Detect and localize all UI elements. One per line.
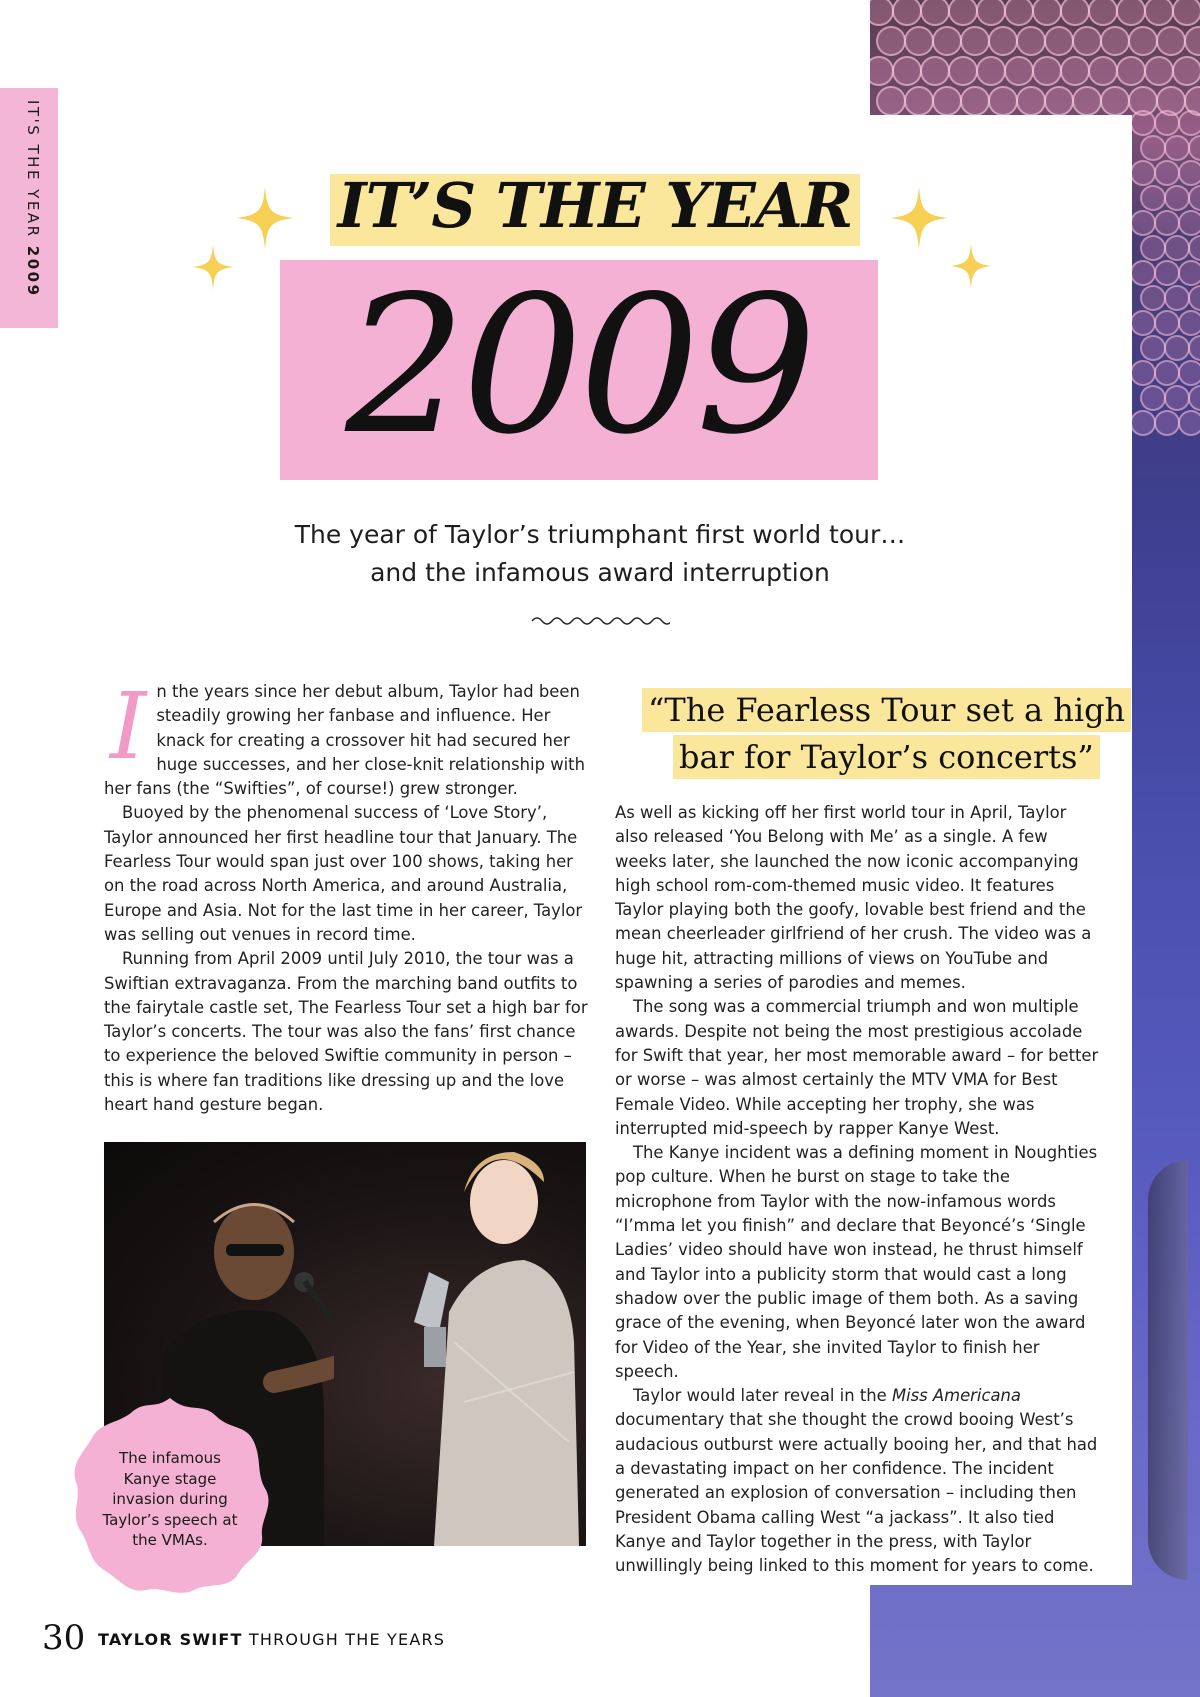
bokeh-light (1140, 235, 1166, 261)
bokeh-light (1140, 385, 1166, 411)
paragraph: Running from April 2009 until July 2010, the tour was a Swiftian extravaganza. From the marching band outfits to the fairytale castle set, The Fearless Tour set a high bar for Taylor’s concerts. The tour was also the fans’ first chance to experience the beloved Swiftie community in person – this is where fan traditions like dressing up and the love heart hand gesture began. (104, 949, 588, 1115)
text-line: knack for creating a crossover hit had secured her (156, 730, 570, 750)
bokeh-light (1164, 285, 1190, 311)
text-line: her fans (the “Swifties”, of course!) grew stronger. (104, 779, 518, 799)
bokeh-light (1154, 360, 1180, 386)
bokeh-light (1116, 56, 1146, 86)
footer-title-rest: THROUGH THE YEARS (248, 1630, 446, 1649)
bokeh-light (1144, 56, 1174, 86)
microphone-shape (1148, 1160, 1188, 1580)
bokeh-light (1178, 210, 1200, 236)
bokeh-light (1178, 360, 1200, 386)
bokeh-light (1100, 26, 1130, 56)
bokeh-light (1164, 335, 1190, 361)
bokeh-light (1156, 26, 1186, 56)
bokeh-light (920, 56, 950, 86)
bokeh-light (1140, 185, 1166, 211)
bokeh-light (1178, 160, 1200, 186)
side-tab-label (12, 100, 42, 316)
bokeh-light (892, 56, 922, 86)
bokeh-light (1188, 285, 1200, 311)
bokeh-light (876, 26, 906, 56)
bokeh-light (1188, 185, 1200, 211)
page-number: 30 (42, 1618, 86, 1658)
paragraph: As well as kicking off her first world tour in April, Taylor also released ‘You Belong with Me’ as a single. A few weeks later, she launched the now iconic accompanying high school rom-com-themed music video. It features Taylor playing both the goofy, lovable best friend and the mean cheerleader girlfriend of her crush. The video was a huge hit, attracting millions of views on YouTube and spawning a series of parodies and memes. (615, 803, 1092, 993)
sparkle-icon (236, 186, 294, 250)
bokeh-light (1154, 260, 1180, 286)
photo-caption: The infamous Kanye stage invasion during Taylor’s speech at the VMAs. (102, 1449, 238, 1549)
bokeh-light (1188, 235, 1200, 261)
paragraph: Buoyed by the phenomenal success of ‘Love Story’, Taylor announced her first headline tour that January. The Fearless Tour would span just over 100 shows, taking her on the road across North America, and around Australia, Europe and Asia. Not for the last time in her career, Taylor was selling out venues in record time. (104, 803, 583, 944)
bokeh-light (1184, 26, 1200, 56)
bokeh-light (948, 56, 978, 86)
paragraph (104, 673, 588, 801)
bokeh-light (1130, 210, 1156, 236)
bokeh-light (1116, 0, 1146, 26)
bokeh-light (904, 86, 934, 116)
bokeh-light (1004, 0, 1034, 26)
bokeh-light (1130, 410, 1156, 436)
bokeh-light (1072, 26, 1102, 56)
bokeh-light (1154, 410, 1180, 436)
squiggle-divider (530, 614, 670, 628)
bokeh-light (1060, 56, 1090, 86)
standfirst (250, 516, 950, 592)
standfirst-line-1: The year of Taylor’s triumphant first world tour… (294, 520, 906, 549)
bokeh-light (1016, 86, 1046, 116)
bokeh-light (1154, 210, 1180, 236)
bokeh-light (892, 0, 922, 26)
bokeh-light (1130, 360, 1156, 386)
bokeh-light (1178, 410, 1200, 436)
bokeh-light (1128, 26, 1158, 56)
side-tab-year: 2009 (24, 245, 42, 298)
bokeh-light (1140, 335, 1166, 361)
bokeh-light (1188, 335, 1200, 361)
bokeh-light (1032, 0, 1062, 26)
bokeh-light (1164, 135, 1190, 161)
bokeh-light (1060, 0, 1090, 26)
side-tab-prefix: IT'S THE YEAR (24, 100, 42, 239)
bokeh-light (1144, 0, 1174, 26)
bokeh-light (1016, 26, 1046, 56)
text-line: n the years since her debut album, Taylor had been (156, 682, 580, 701)
bokeh-light (1130, 260, 1156, 286)
bokeh-light (960, 86, 990, 116)
bokeh-light (1130, 110, 1156, 136)
bokeh-light (1188, 135, 1200, 161)
bokeh-light (1044, 86, 1074, 116)
pull-quote-line-1: “The Fearless Tour set a high (642, 688, 1131, 732)
bokeh-light (1154, 160, 1180, 186)
bokeh-light (1088, 56, 1118, 86)
headline-kicker: IT’S THE YEAR (337, 169, 853, 242)
text-line: huge successes, and her close-knit relationship with (156, 754, 585, 774)
bokeh-light (1178, 110, 1200, 136)
bokeh-light (988, 86, 1018, 116)
film-title: Miss Americana (891, 1386, 1021, 1406)
bokeh-light (920, 0, 950, 26)
bokeh-light (876, 86, 906, 116)
sparkle-icon (192, 244, 234, 290)
bokeh-light (976, 0, 1006, 26)
bokeh-light (1178, 310, 1200, 336)
bokeh-light (1188, 385, 1200, 411)
text-run: Taylor would later reveal in the (633, 1386, 892, 1406)
bokeh-light (1088, 0, 1118, 26)
sparkle-icon (890, 186, 948, 250)
bokeh-light (960, 26, 990, 56)
bokeh-light (1130, 310, 1156, 336)
bokeh-light (988, 26, 1018, 56)
bokeh-light (932, 26, 962, 56)
white-area-top (0, 0, 870, 115)
bokeh-light (904, 26, 934, 56)
bokeh-light (870, 0, 894, 26)
headline-year: 2009 (345, 255, 813, 476)
footer-title-bold: TAYLOR SWIFT (98, 1630, 243, 1649)
bokeh-light (1172, 56, 1200, 86)
bokeh-light (1072, 86, 1102, 116)
bokeh-light (1032, 56, 1062, 86)
bokeh-lights-top (870, 0, 1200, 120)
bokeh-light (1100, 86, 1130, 116)
bokeh-light (1178, 260, 1200, 286)
bokeh-lights-right (1130, 110, 1200, 440)
bokeh-light (1154, 310, 1180, 336)
text-run: documentary that she thought the crowd booing West’s audacious outburst were actually booing her, and that had a devastating impact on her confidence. The incident generated an explosion of conversation – including then President Obama calling West “a jackass”. It also tied Kanye and Taylor together in the press, with Taylor unwillingly being linked to this moment for years to come. (615, 1410, 1098, 1576)
bokeh-light (870, 56, 894, 86)
standfirst-line-2: and the infamous award interruption (370, 558, 830, 587)
running-footer (98, 1628, 445, 1652)
paragraph (615, 1384, 1100, 1578)
drop-cap: I (110, 673, 147, 780)
article-right-column (615, 801, 1100, 1579)
paragraph: The song was a commercial triumph and won multiple awards. Despite not being the most prestigious accolade for Swift that year, her most memorable award – for better or worse – was almost certainly the MTV VMA for Best Female Video. While accepting her trophy, she was interrupted mid-speech by rapper Kanye West. (615, 997, 1099, 1138)
bokeh-light (1140, 285, 1166, 311)
bokeh-light (1004, 56, 1034, 86)
bokeh-light (1172, 0, 1200, 26)
bokeh-light (1130, 160, 1156, 186)
taylor-figure (394, 1142, 586, 1546)
text-line: steadily growing her fanbase and influence. Her (156, 706, 551, 726)
pull-quote-line-2: bar for Taylor’s concerts” (673, 735, 1100, 779)
bokeh-light (976, 56, 1006, 86)
paragraph: The Kanye incident was a defining moment in Noughties pop culture. When he burst on stage to take the microphone from Taylor with the now-infamous words “I’mma let you finish” and declare that Beyoncé’s ‘Single Ladies’ video should have won instead, he thrust himself and Taylor into a publicity storm that would cast a long shadow over the public image of them both. As a saving grace of the evening, when Beyoncé later won the award for Video of the Year, she invited Taylor to finish her speech. (615, 1143, 1098, 1381)
sparkle-icon (950, 243, 992, 289)
bokeh-light (1164, 385, 1190, 411)
bokeh-light (948, 0, 978, 26)
bokeh-light (1044, 26, 1074, 56)
bokeh-light (932, 86, 962, 116)
bokeh-light (1154, 110, 1180, 136)
bokeh-light (1140, 135, 1166, 161)
article-left-column (104, 673, 588, 1117)
bokeh-light (1164, 185, 1190, 211)
bokeh-light (1164, 235, 1190, 261)
